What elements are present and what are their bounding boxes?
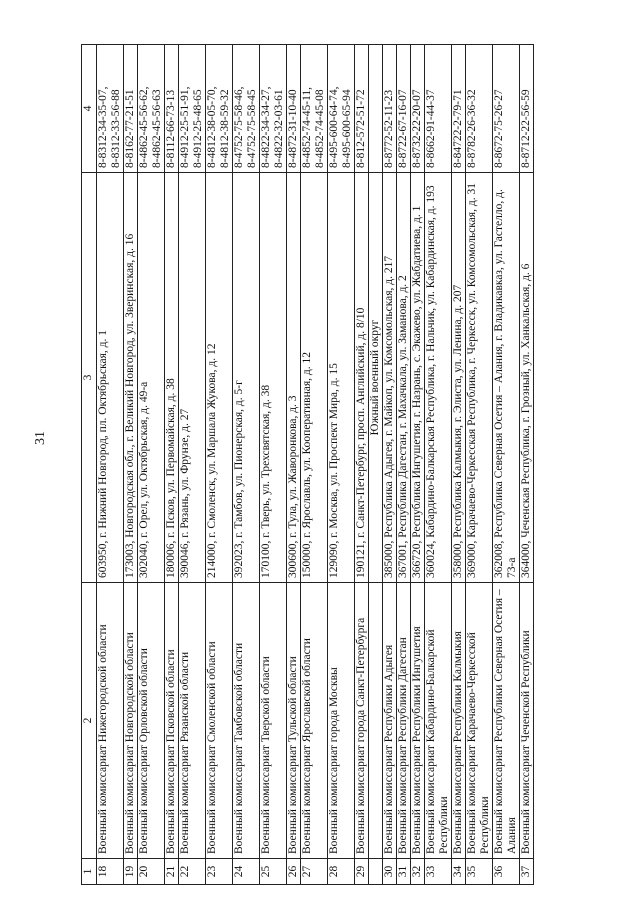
commissariat-name: Военный комиссариат Республики Калмыкия	[452, 583, 466, 859]
commissariat-name: Военный комиссариат Орловской области	[138, 583, 165, 859]
commissariat-name: Военный комиссариат Республики Адыгея	[383, 583, 397, 859]
phone-number: 8-8672-75-26-27	[493, 89, 505, 168]
address: 360024, Кабардино-Балкарская Республика, г. Нальчик, ул. Кабардинская, д. 193	[425, 173, 452, 583]
phone-number: 8-4812-38-05-70,	[206, 86, 218, 168]
column-header: 3	[82, 173, 97, 583]
phones	[179, 45, 206, 173]
commissariat-name: Военный комиссариат Тульской области	[287, 583, 301, 859]
table-row	[206, 45, 233, 885]
address: 366720, Республика Ингушетия, г. Назрань, с. Экажево, ул. Жабдатиева, д. 1	[411, 173, 425, 583]
table-row	[520, 45, 534, 885]
phones	[397, 45, 411, 173]
phone-number: 8-495-600-65-94	[341, 89, 353, 168]
row-number: 26	[287, 859, 301, 885]
column-header: 2	[82, 583, 97, 859]
phones	[466, 45, 493, 173]
phones	[206, 45, 233, 173]
phone-number: 8-8782-26-36-32	[466, 89, 478, 168]
page-number: 31	[33, 431, 48, 445]
commissariat-name: Военный комиссариат города Санкт-Петербурга	[355, 583, 369, 859]
commissariat-name: Военный комиссариат Республики Дагестан	[397, 583, 411, 859]
row-number: 25	[260, 859, 287, 885]
table-row	[138, 45, 165, 885]
address: 390046, г. Рязань, ул. Фрунзе, д. 27	[179, 173, 206, 583]
phone-number: 8-8112-66-73-13	[165, 89, 177, 168]
phone-number: 8-4752-75-58-45	[246, 89, 258, 168]
address: 362008, Республика Северная Осетия – Алания, г. Владикавказ, ул. Гастелло, д. 73-а	[493, 173, 520, 583]
table-row	[124, 45, 138, 885]
address: 358000, Республика Калмыкия, г. Элиста, ул. Ленина, д. 207	[452, 173, 466, 583]
phone-number: 8-4752-75-58-46,	[233, 86, 245, 168]
commissariat-name: Военный комиссариат Республики Северная Осетия – Алания	[493, 583, 520, 859]
address: 367001, Республика Дагестан, г. Махачкала, ул. Заманова, д. 2	[397, 173, 411, 583]
row-number: 37	[520, 859, 534, 885]
phones	[493, 45, 520, 173]
phones	[452, 45, 466, 173]
commissariat-name: Военный комиссариат Рязанской области	[179, 583, 206, 859]
row-number: 34	[452, 859, 466, 885]
phones	[260, 45, 287, 173]
phones	[97, 45, 124, 173]
commissariat-name: Военный комиссариат Кабардино-Балкарской Республики	[425, 583, 452, 859]
phone-number: 8-4852-74-45-11,	[301, 86, 313, 168]
row-number: 32	[411, 859, 425, 885]
table-row	[287, 45, 301, 885]
table-row	[466, 45, 493, 885]
table-row	[397, 45, 411, 885]
row-number: 19	[124, 859, 138, 885]
phones	[425, 45, 452, 173]
address: 129090, г. Москва, ул. Проспект Мира, д. 15	[328, 173, 355, 583]
row-number: 30	[383, 859, 397, 885]
table-row	[97, 45, 124, 885]
table-body-central	[97, 45, 369, 885]
commissariat-name: Военный комиссариат города Москвы	[328, 583, 355, 859]
phone-number: 8-4862-45-56-63	[151, 89, 163, 168]
address: 170100, г. Тверь, ул. Трехсвятская, д. 38	[260, 173, 287, 583]
commissariat-name: Военный комиссариат Псковской области	[165, 583, 179, 859]
address: 302040, г. Орел, ул. Октябрьская, д. 49-а	[138, 173, 165, 583]
phones	[301, 45, 328, 173]
commissariat-name: Военный комиссариат Карачаево-Черкесской Республики	[466, 583, 493, 859]
phone-number: 8-8312-34-35-07,	[97, 86, 109, 168]
phones	[124, 45, 138, 173]
commissariat-name: Военный комиссариат Новгородской области	[124, 583, 138, 859]
address: 369000, Карачаево-Черкесская Республика, г. Черкесск, ул. Комсомольская, д. 31	[466, 173, 493, 583]
phone-number: 8-4912-25-51-91,	[179, 86, 191, 168]
table-row	[260, 45, 287, 885]
table-row	[411, 45, 425, 885]
table-row	[233, 45, 260, 885]
phone-number: 8-8732-22-20-07	[411, 89, 423, 168]
phone-number: 8-8772-52-11-23	[383, 89, 395, 168]
address: 300600, г. Тула, ул. Жаворонкова, д. 3	[287, 173, 301, 583]
row-number: 20	[138, 859, 165, 885]
table-body-south	[383, 45, 534, 885]
phone-number: 8-8312-33-56-88	[110, 89, 122, 168]
phone-number: 8-8662-91-44-37	[425, 89, 437, 168]
phone-number: 8-4912-25-48-65	[192, 89, 204, 168]
rotated-page-content	[81, 45, 611, 885]
section-title: Южный военный округ	[369, 173, 383, 583]
military-commissariats-table	[81, 44, 534, 885]
phone-number: 8-8712-22-56-59	[520, 89, 532, 168]
column-header: 4	[82, 45, 97, 173]
address: 364000, Чеченская Республика, г. Грозный, ул. Ханкальская, д. 6	[520, 173, 534, 583]
address: 214000, г. Смоленск, ул. Маршала Жукова, д. 12	[206, 173, 233, 583]
section-row	[369, 45, 383, 885]
row-number: 29	[355, 859, 369, 885]
phones	[328, 45, 355, 173]
phone-number: 8-4812-38-59-32	[219, 89, 231, 168]
row-number: 27	[301, 859, 328, 885]
address: 385000, Республика Адыгея, г. Майкоп, ул. Комсомольская, д. 217	[383, 173, 397, 583]
phones	[520, 45, 534, 173]
phone-number: 8-4822-32-03-61	[273, 89, 285, 168]
phone-number: 8-4822-34-34-27,	[260, 86, 272, 168]
phone-number: 8-812-572-51-72	[355, 89, 367, 168]
row-number: 21	[165, 859, 179, 885]
row-number: 18	[97, 859, 124, 885]
address: 190121, г. Санкт-Петербург, просп. Английский, д. 8/10	[355, 173, 369, 583]
table-row	[179, 45, 206, 885]
row-number: 28	[328, 859, 355, 885]
commissariat-name: Военный комиссариат Смоленской области	[206, 583, 233, 859]
address: 180006, г. Псков, ул. Первомайская, д. 38	[165, 173, 179, 583]
table-row	[383, 45, 397, 885]
column-header: 1	[82, 859, 97, 885]
table-row	[165, 45, 179, 885]
phone-number: 8-4872-31-10-40	[287, 89, 299, 168]
table-row	[452, 45, 466, 885]
phones	[165, 45, 179, 173]
phone-number: 8-8162-77-21-51	[124, 89, 136, 168]
table-row	[328, 45, 355, 885]
row-number: 31	[397, 859, 411, 885]
row-number: 33	[425, 859, 452, 885]
commissariat-name: Военный комиссариат Ярославской области	[301, 583, 328, 859]
row-number: 23	[206, 859, 233, 885]
row-number: 36	[493, 859, 520, 885]
commissariat-name: Военный комиссариат Республики Ингушетия	[411, 583, 425, 859]
phone-number: 8-495-600-64-74,	[328, 86, 340, 168]
address: 392023, г. Тамбов, ул. Пионерская, д. 5-г	[233, 173, 260, 583]
table-row	[425, 45, 452, 885]
row-number: 35	[466, 859, 493, 885]
row-number: 22	[179, 859, 206, 885]
address: 173003, Новгородская обл., г. Великий Новгород, ул. Зверинская, д. 16	[124, 173, 138, 583]
phones	[287, 45, 301, 173]
phone-number: 8-4862-45-56-62,	[138, 86, 150, 168]
phone-number: 8-8722-67-16-07	[397, 89, 409, 168]
address: 150000, г. Ярославль, ул. Кооперативная, д. 12	[301, 173, 328, 583]
table-row	[493, 45, 520, 885]
table-header	[82, 45, 97, 885]
address: 603950, г. Нижний Новгород, пл. Октябрьская, д. 1	[97, 173, 124, 583]
row-number: 24	[233, 859, 260, 885]
phones	[355, 45, 369, 173]
phone-number: 8-4852-74-45-08	[314, 89, 326, 168]
commissariat-name: Военный комиссариат Чеченской Республики	[520, 583, 534, 859]
table-section	[369, 45, 383, 885]
commissariat-name: Военный комиссариат Тверской области	[260, 583, 287, 859]
phone-number: 8-84722-2-79-71	[452, 89, 464, 168]
phones	[383, 45, 397, 173]
commissariat-name: Военный комиссариат Тамбовской области	[233, 583, 260, 859]
phones	[411, 45, 425, 173]
table-row	[355, 45, 369, 885]
phones	[233, 45, 260, 173]
phones	[138, 45, 165, 173]
commissariat-name: Военный комиссариат Нижегородской области	[97, 583, 124, 859]
table-row	[301, 45, 328, 885]
